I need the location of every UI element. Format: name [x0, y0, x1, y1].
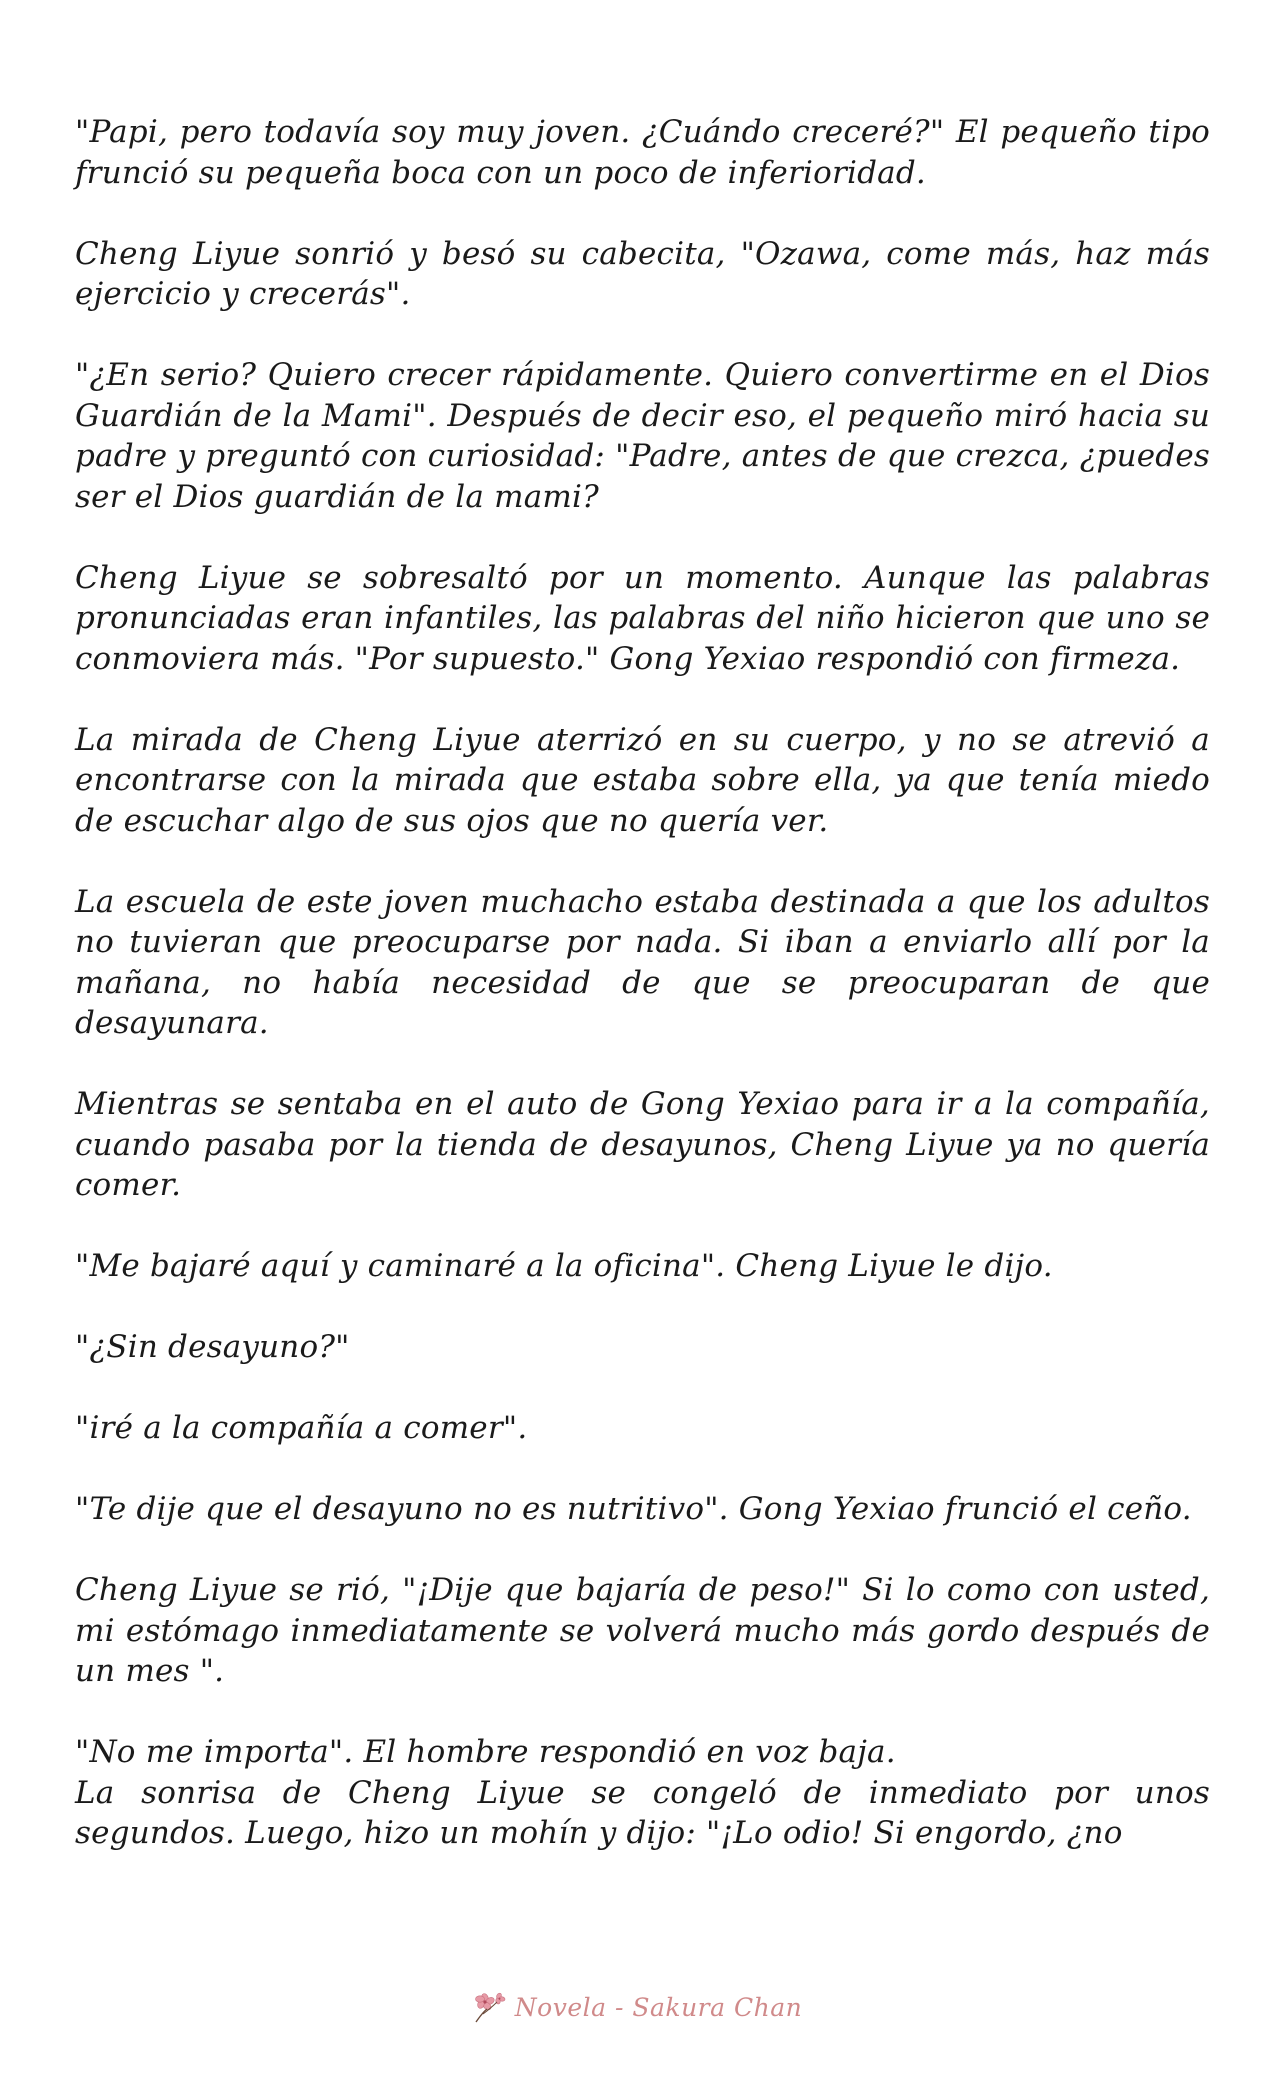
page-footer [0, 1990, 1275, 2024]
paragraph-7: Mientras se sentaba en el auto de Gong Yexiao para ir a la compañía, cuando pasaba por la tienda de desayunos, Cheng Liyue ya no quería comer. [75, 1086, 1210, 1203]
paragraph-4: Cheng Liyue se sobresaltó por un momento. Aunque las palabras pronunciadas eran infantiles, las palabras del niño hicieron que uno se conmoviera más. "Por supuesto." Gong Yexiao respondió con firmeza. [75, 559, 1210, 677]
paragraph-9: "¿Sin desayuno?" [75, 1329, 350, 1365]
paragraph-12: Cheng Liyue se rió, "¡Dije que bajaría de peso!" Si lo como con usted, mi estómago inmediatamente se volverá mucho más gordo después de un mes ". [75, 1572, 1210, 1689]
paragraph-11: "Te dije que el desayuno no es nutritivo". Gong Yexiao frunció el ceño. [75, 1491, 1192, 1527]
paragraph-3: "¿En serio? Quiero crecer rápidamente. Quiero convertirme en el Dios Guardián de la Mami". Después de decir eso, el pequeño miró hacia su padre y preguntó con curiosidad: "Padre, antes de que crezca, ¿puedes ser el Dios guardián de la mami? [75, 357, 1210, 515]
paragraph-2: Cheng Liyue sonrió y besó su cabecita, "Ozawa, come más, haz más ejercicio y crecerás". [75, 235, 1210, 312]
paragraph-14: La sonrisa de Cheng Liyue se congeló de inmediato por unos segundos. Luego, hizo un mohín y dijo: "¡Lo odio! Si engordo, ¿no [75, 1774, 1210, 1851]
footer-brand-text: Novela - Sakura Chan [514, 1992, 803, 2022]
paragraph-13: "No me importa". El hombre respondió en voz baja. [75, 1734, 896, 1770]
paragraph-6: La escuela de este joven muchacho estaba destinada a que los adultos no tuvieran que preocuparse por nada. Si iban a enviarlo allí por la mañana, no había necesidad de que se preocuparan de que desayunara. [75, 883, 1210, 1041]
paragraph-5: La mirada de Cheng Liyue aterrizó en su cuerpo, y no se atrevió a encontrarse con la mirada que estaba sobre ella, ya que tenía miedo de escuchar algo de sus ojos que no quería ver. [75, 721, 1210, 839]
paragraph-8: "Me bajaré aquí y caminaré a la oficina". Cheng Liyue le dijo. [75, 1248, 1053, 1284]
paragraph-10: "iré a la compañía a comer". [75, 1410, 528, 1446]
sakura-flower-icon [473, 1990, 509, 2024]
novel-page-body [75, 112, 1210, 1894]
paragraph-1: "Papi, pero todavía soy muy joven. ¿Cuándo creceré?" El pequeño tipo frunció su pequeña boca con un poco de inferioridad. [75, 114, 1210, 191]
